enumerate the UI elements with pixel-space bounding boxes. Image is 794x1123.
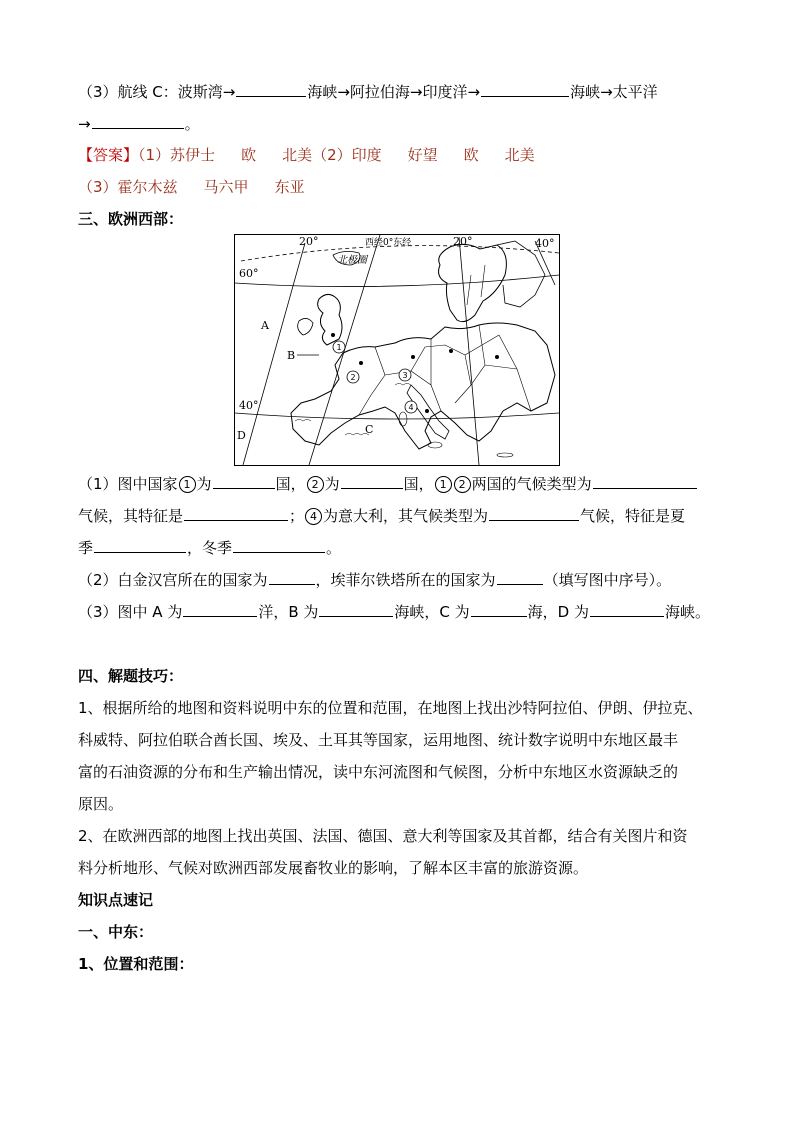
answer-blank[interactable] (497, 568, 543, 585)
knowledge-heading: 知识点速记 (78, 891, 154, 909)
tip-line: 科威特、阿拉伯联合酋长国、埃及、土耳其等国家，运用地图、统计数字说明中东地区最丰 (78, 731, 679, 749)
question-1-line-3: 季 ，冬季 。 (78, 536, 341, 560)
map-label-b: B (287, 349, 296, 362)
answer-blank[interactable] (590, 600, 664, 617)
latitude-line-60 (235, 275, 559, 287)
map-number-2: 2 (350, 373, 356, 382)
capital-dot (425, 409, 429, 413)
circled-number: 2 (454, 476, 471, 493)
lon-label-20w: 20° (299, 235, 319, 248)
answer-blank[interactable] (213, 472, 275, 489)
lon-label-20e: 20° (453, 235, 473, 248)
circled-number: 1 (179, 476, 196, 493)
map-label-c: C (365, 423, 374, 436)
capital-dot (359, 361, 363, 365)
section-heading-tips: 四、解题技巧： (78, 667, 184, 685)
answer-blank[interactable] (481, 80, 569, 97)
tip-line: 1、根据所给的地图和资料说明中东的位置和范围，在地图上找出沙特阿拉伯、伊朗、伊拉克、 (78, 699, 703, 717)
capital-dot (449, 349, 453, 353)
answer-blank[interactable] (94, 536, 186, 553)
answer-blank[interactable] (183, 600, 257, 617)
answer-blank[interactable] (236, 80, 306, 97)
lat-label-40: 40° (239, 399, 259, 412)
route-question-line-2: → 。 (78, 112, 200, 136)
question-1-line-1: （1）图中国家 1 为 国， 2 为 国， 1 2 两国的气候类型为 (78, 472, 698, 496)
question-2-line: （2）白金汉宫所在的国家为 ，埃菲尔铁塔所在的国家为 （填写图中序号）。 (78, 568, 671, 592)
route-question-line-1: （3）航线 C：波斯湾→ 海峡→阿拉伯海→印度洋→ 海峡→太平洋 (78, 80, 658, 104)
lat-label-60: 60° (239, 267, 259, 280)
map-label-a: A (261, 319, 269, 332)
scandinavia-borders (467, 265, 485, 305)
ireland-outline (298, 318, 313, 335)
question-3-line: （3）图中 A 为 洋，B 为 海峡，C 为 海，D 为 海峡。 (78, 600, 710, 624)
tip-line: 原因。 (78, 795, 124, 813)
tip-line: 富的石油资源的分布和生产输出情况，读中东河流图和气候图，分析中东地区水资源缺乏的 (78, 763, 679, 781)
answer-blank[interactable] (233, 536, 325, 553)
answer-line-2: （3）霍尔木兹 马六甲 东亚 (78, 178, 305, 196)
meridian-20e (459, 237, 479, 465)
continent-outline (291, 323, 555, 449)
answer-blank[interactable] (92, 112, 184, 129)
britain-outline (318, 294, 342, 345)
lon-label-0: 西经0°东经 (365, 238, 412, 248)
west-europe-map (234, 234, 560, 466)
answer-blank[interactable] (593, 472, 697, 489)
sicily (428, 442, 442, 448)
tip-line: 2、在欧洲西部的地图上找出英国、法国、德国、意大利等国家及其首都，结合有关图片和资 (78, 827, 688, 845)
subheading-middle-east: 一、中东： (78, 923, 154, 941)
subheading-location: 1、位置和范围： (78, 955, 194, 973)
capital-dot (495, 355, 499, 359)
map-number-3: 3 (402, 371, 408, 380)
capital-dot (411, 355, 415, 359)
answer-blank[interactable] (489, 504, 579, 521)
question-1-line-2: 气候，其特征是 ； 4 为意大利，其气候类型为 气候，特征是夏 (78, 504, 685, 528)
answer-line-1: 【答案】（1）苏伊士 欧 北美（2）印度 好望 欧 北美 (78, 146, 535, 164)
country-borders (359, 325, 531, 415)
capital-dot (331, 333, 335, 337)
answer-blank[interactable] (341, 472, 403, 489)
tip-line: 料分析地形、气候对欧洲西部发展畜牧业的影响，了解本区丰富的旅游资源。 (78, 859, 589, 877)
circled-number: 2 (307, 476, 324, 493)
circled-number: 1 (435, 476, 452, 493)
answer-blank[interactable] (319, 600, 393, 617)
lon-label-40e: 40° (535, 237, 555, 250)
scandinavia-outline (439, 244, 507, 321)
answer-blank[interactable] (269, 568, 315, 585)
answer-blank[interactable] (471, 600, 527, 617)
map-number-4: 4 (408, 403, 414, 412)
map-number-1: 1 (336, 343, 342, 352)
map-label-d: D (237, 429, 246, 442)
crete (497, 453, 513, 457)
answer-blank[interactable] (184, 504, 288, 521)
answer-tag: 【答案】 (78, 146, 139, 164)
terrain-marks (295, 384, 414, 436)
circled-number: 4 (305, 508, 322, 525)
arctic-label: 北极圈 (337, 255, 367, 266)
section-heading-west-europe: 三、欧洲西部： (78, 210, 184, 228)
